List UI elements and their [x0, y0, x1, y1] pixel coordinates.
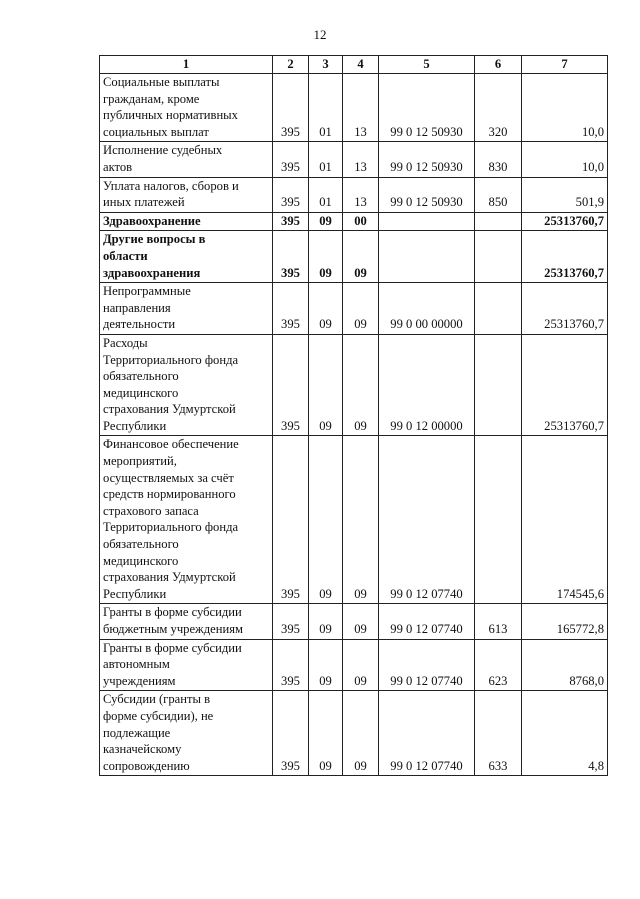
grbs-code-cell: 395 [273, 142, 309, 177]
amount-cell: 25313760,7 [522, 212, 608, 231]
row-name-cell: Исполнение судебных актов [100, 142, 273, 177]
section-code-cell: 09 [309, 604, 343, 639]
amount-cell: 10,0 [522, 142, 608, 177]
subsection-code-cell: 09 [343, 334, 379, 436]
expense-type-cell [475, 436, 522, 604]
subsection-code-cell: 09 [343, 436, 379, 604]
section-code-cell: 09 [309, 283, 343, 335]
expense-type-cell: 830 [475, 142, 522, 177]
table-row [100, 334, 608, 436]
header-col-1: 1 [100, 56, 273, 74]
grbs-code-cell: 395 [273, 691, 309, 776]
table-row [100, 283, 608, 335]
header-col-7: 7 [522, 56, 608, 74]
table-header-row [100, 56, 608, 74]
target-article-cell: 99 0 12 00000 [379, 334, 475, 436]
target-article-cell: 99 0 12 07740 [379, 436, 475, 604]
header-col-2: 2 [273, 56, 309, 74]
row-name-cell: Другие вопросы в области здравоохранения [100, 231, 273, 283]
expense-type-cell: 850 [475, 177, 522, 212]
row-name-cell: Социальные выплаты гражданам, кроме публичных нормативных социальных выплат [100, 74, 273, 142]
grbs-code-cell: 395 [273, 334, 309, 436]
header-col-5: 5 [379, 56, 475, 74]
section-code-cell: 01 [309, 177, 343, 212]
grbs-code-cell: 395 [273, 436, 309, 604]
header-col-4: 4 [343, 56, 379, 74]
expense-type-cell [475, 231, 522, 283]
section-code-cell: 09 [309, 334, 343, 436]
grbs-code-cell: 395 [273, 283, 309, 335]
subsection-code-cell: 13 [343, 142, 379, 177]
table-row [100, 604, 608, 639]
table-row [100, 231, 608, 283]
expense-type-cell: 623 [475, 639, 522, 691]
subsection-code-cell: 09 [343, 283, 379, 335]
target-article-cell: 99 0 12 07740 [379, 604, 475, 639]
table-row [100, 74, 608, 142]
target-article-cell: 99 0 12 07740 [379, 691, 475, 776]
table-row [100, 691, 608, 776]
amount-cell: 25313760,7 [522, 334, 608, 436]
table-row [100, 177, 608, 212]
row-name-cell: Непрограммные направления деятельности [100, 283, 273, 335]
subsection-code-cell: 13 [343, 177, 379, 212]
subsection-code-cell: 09 [343, 231, 379, 283]
target-article-cell [379, 231, 475, 283]
amount-cell: 501,9 [522, 177, 608, 212]
target-article-cell: 99 0 12 07740 [379, 639, 475, 691]
section-code-cell: 09 [309, 691, 343, 776]
grbs-code-cell: 395 [273, 231, 309, 283]
target-article-cell [379, 212, 475, 231]
grbs-code-cell: 395 [273, 212, 309, 231]
expense-type-cell [475, 334, 522, 436]
row-name-cell: Уплата налогов, сборов и иных платежей [100, 177, 273, 212]
row-name-cell: Расходы Территориального фонда обязательного медицинского страхования Удмуртской Республики [100, 334, 273, 436]
row-name-cell: Финансовое обеспечение мероприятий, осуществляемых за счёт средств нормированного страхового запаса Территориального фонда обязательного медицинского страхования Удмуртской Республики [100, 436, 273, 604]
row-name-cell: Гранты в форме субсидии автономным учреждениям [100, 639, 273, 691]
subsection-code-cell: 13 [343, 74, 379, 142]
amount-cell: 174545,6 [522, 436, 608, 604]
grbs-code-cell: 395 [273, 177, 309, 212]
header-col-6: 6 [475, 56, 522, 74]
row-name-cell: Здравоохранение [100, 212, 273, 231]
budget-table [99, 55, 608, 776]
expense-type-cell: 320 [475, 74, 522, 142]
header-col-3: 3 [309, 56, 343, 74]
table-row [100, 639, 608, 691]
expense-type-cell: 613 [475, 604, 522, 639]
expense-type-cell [475, 212, 522, 231]
page-number: 12 [313, 27, 327, 42]
section-code-cell: 09 [309, 212, 343, 231]
subsection-code-cell: 09 [343, 639, 379, 691]
subsection-code-cell: 00 [343, 212, 379, 231]
amount-cell: 165772,8 [522, 604, 608, 639]
table-row [100, 436, 608, 604]
amount-cell: 8768,0 [522, 639, 608, 691]
amount-cell: 25313760,7 [522, 283, 608, 335]
expense-type-cell: 633 [475, 691, 522, 776]
table-row [100, 212, 608, 231]
table-row [100, 142, 608, 177]
subsection-code-cell: 09 [343, 691, 379, 776]
section-code-cell: 01 [309, 142, 343, 177]
table-body [100, 74, 608, 776]
section-code-cell: 09 [309, 436, 343, 604]
amount-cell: 10,0 [522, 74, 608, 142]
expense-type-cell [475, 283, 522, 335]
section-code-cell: 09 [309, 639, 343, 691]
section-code-cell: 01 [309, 74, 343, 142]
target-article-cell: 99 0 12 50930 [379, 142, 475, 177]
amount-cell: 4,8 [522, 691, 608, 776]
amount-cell: 25313760,7 [522, 231, 608, 283]
row-name-cell: Субсидии (гранты в форме субсидии), не подлежащие казначейскому сопровождению [100, 691, 273, 776]
grbs-code-cell: 395 [273, 639, 309, 691]
target-article-cell: 99 0 12 50930 [379, 74, 475, 142]
grbs-code-cell: 395 [273, 74, 309, 142]
section-code-cell: 09 [309, 231, 343, 283]
target-article-cell: 99 0 12 50930 [379, 177, 475, 212]
row-name-cell: Гранты в форме субсидии бюджетным учреждениям [100, 604, 273, 639]
subsection-code-cell: 09 [343, 604, 379, 639]
grbs-code-cell: 395 [273, 604, 309, 639]
target-article-cell: 99 0 00 00000 [379, 283, 475, 335]
